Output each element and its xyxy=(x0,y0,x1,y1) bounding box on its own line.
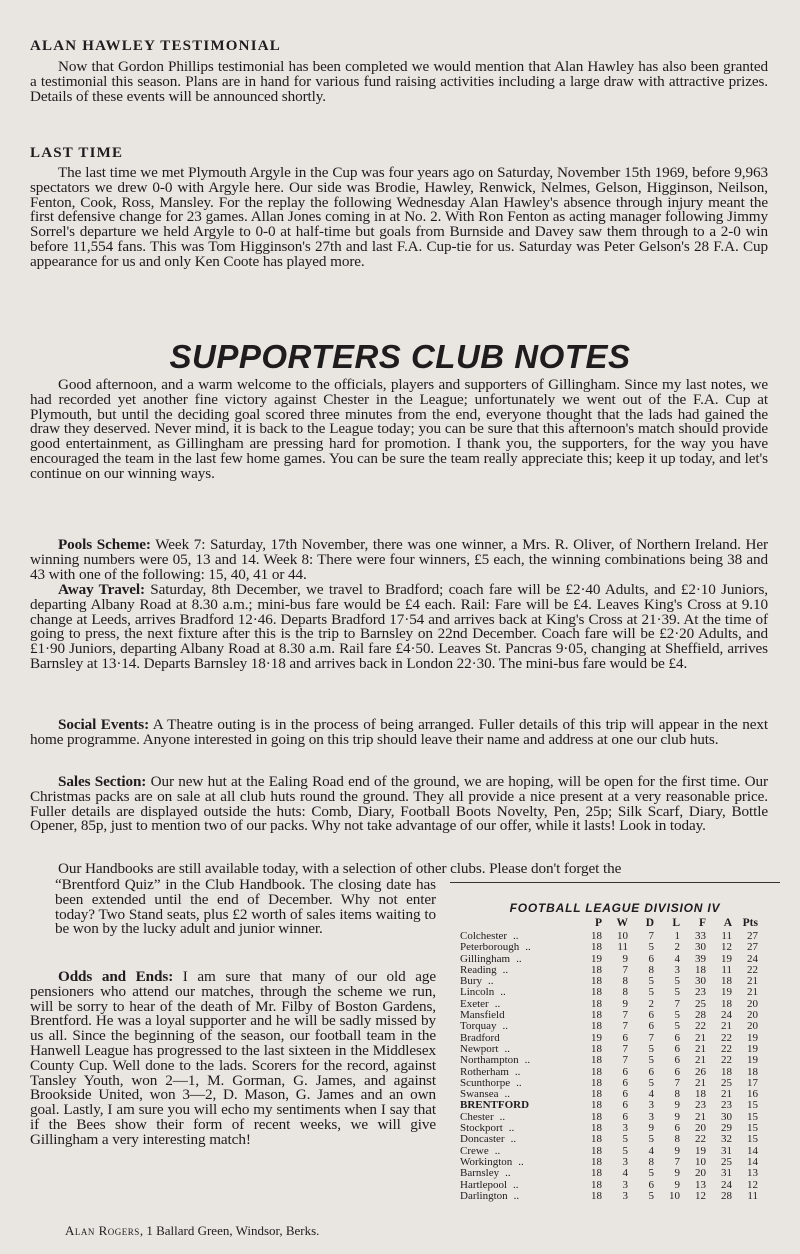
league-table-box xyxy=(450,882,780,1235)
testimonial-heading: ALAN HAWLEY TESTIMONIAL xyxy=(30,38,281,54)
team-name: Exeter xyxy=(460,997,489,1010)
cell-pts: 14 xyxy=(747,1155,758,1168)
cell-pts: 15 xyxy=(747,1133,758,1146)
leader-dots: .. xyxy=(518,1155,524,1168)
league-table xyxy=(460,917,758,1202)
cell-d: 5 xyxy=(648,975,654,988)
cell-pts: 19 xyxy=(747,1042,758,1055)
cell-a: 11 xyxy=(721,963,732,976)
team-name: BRENTFORD xyxy=(460,1099,530,1112)
signature-name: Alan Rogers xyxy=(65,1223,140,1238)
leader-dots: .. xyxy=(513,930,519,942)
cell-a: 24 xyxy=(721,1009,732,1022)
away-travel-paragraph xyxy=(30,583,768,672)
team-name: Scunthorpe xyxy=(460,1076,511,1089)
cell-p: 18 xyxy=(591,1155,602,1168)
cell-a: 18 xyxy=(721,1065,732,1078)
handbooks-wide-line: Our Handbooks are still available today, with a selection of other clubs. Please don't forget the xyxy=(58,860,622,877)
cell-a: 12 xyxy=(721,941,732,954)
cell-d: 4 xyxy=(648,1144,654,1157)
cell-d: 7 xyxy=(648,930,654,942)
cell-l: 7 xyxy=(674,1155,680,1168)
cell-p: 19 xyxy=(591,952,602,965)
cell-a: 21 xyxy=(721,1020,732,1033)
league-table-row xyxy=(460,1021,758,1032)
cell-d: 9 xyxy=(648,1122,654,1135)
team-cell xyxy=(460,1191,576,1202)
cell-p: 18 xyxy=(591,1076,602,1089)
league-table-header xyxy=(460,917,758,931)
team-name: Stockport xyxy=(460,1122,503,1135)
team-name: Rotherham xyxy=(460,1065,509,1078)
last-time-heading: LAST TIME xyxy=(30,145,124,161)
leader-dots: .. xyxy=(505,1167,511,1180)
supporters-intro: Good afternoon, and a warm welcome to the officials, players and supporters of Gillingham. Since my last notes, we had recorded yet another fine victory against Chester in the League; unfortunately we went out of the F.A. Cup at Plymouth, but until the deciding goal scored three minutes from the end, everyone thought that the lads had gained the draw they deserved. Never mind, it is back to the League today; you can be sure that this afternoon's match should provide good entertainment, as Gillingham are pressing hard for promotion. I thank you, the supporters, for the way you have encouraged the team in the last few home games. You can be sure the team really appreciate this; keep it up today, and let's continue on our winning ways. xyxy=(30,376,768,482)
cell-a: 23 xyxy=(721,1099,732,1112)
league-table-row xyxy=(460,1191,758,1202)
cell-p: 18 xyxy=(591,1009,602,1022)
cell-d: 2 xyxy=(648,997,654,1010)
cell-pts: 20 xyxy=(747,1009,758,1022)
cell-pts: 18 xyxy=(747,1065,758,1078)
team-name: Mansfield xyxy=(460,1009,505,1022)
cell-d: 5 xyxy=(648,1076,654,1089)
cell-p: 18 xyxy=(591,1020,602,1033)
cell-l: 3 xyxy=(674,963,680,976)
odds-and-ends-paragraph xyxy=(30,970,436,1148)
cell-d: 4 xyxy=(648,1088,654,1101)
cell-pts: 21 xyxy=(747,975,758,988)
cell-w: 4 xyxy=(622,1167,628,1180)
cell-w: 3 xyxy=(622,1189,628,1202)
team-name: Bradford xyxy=(460,1031,500,1044)
team-name: Swansea xyxy=(460,1088,499,1101)
cell-f: 30 xyxy=(695,975,706,988)
leader-dots: .. xyxy=(514,1065,521,1078)
cell-pts: 15 xyxy=(747,1122,758,1135)
leader-dots: .. xyxy=(513,1178,519,1191)
odds-and-ends-label: Odds and Ends: xyxy=(58,968,174,985)
league-table-title: FOOTBALL LEAGUE DIVISION IV xyxy=(509,901,721,915)
sales-section-text: Our new hut at the Ealing Road end of the ground, we are hoping, will be open for the first time. Our Christmas packs are on sale at all club huts round the ground. They all provide a nice present at a very reasonable price. Fuller details are displayed outside the huts: Comb, Diary, Football Boots Novelty, Pen, 25p; Silk Scarf, Diary, Bottle Opener, 85p, just to mention two of our packs. Why not take advantage of our offer, while it lasts! Look in today. xyxy=(30,773,768,835)
cell-f: 21 xyxy=(695,1054,706,1067)
cell-l: 9 xyxy=(674,1167,680,1180)
cell-d: 8 xyxy=(648,963,654,976)
cell-a: 28 xyxy=(721,1189,732,1202)
cell-p: 18 xyxy=(591,1133,602,1146)
leader-dots: .. xyxy=(499,1110,506,1123)
cell-l: 9 xyxy=(674,1178,680,1191)
leader-dots: .. xyxy=(513,1189,520,1202)
team-name: Workington xyxy=(460,1155,513,1168)
cell-d: 6 xyxy=(648,1065,654,1078)
leader-dots: .. xyxy=(494,997,501,1010)
column-header-p: P xyxy=(594,917,602,930)
handbooks-text: “Brentford Quiz” in the Club Handbook. The closing date has been extended until the end of December. Why not enter today? Two Stand seats, plus £2 worth of sales items waiting to be won by the lucky adult and junior winner. xyxy=(55,876,436,938)
league-table-row xyxy=(460,1134,758,1145)
cell-l: 7 xyxy=(674,997,680,1010)
cell-p: 18 xyxy=(591,1122,602,1135)
cell-f: 21 xyxy=(695,1031,706,1044)
cell-l: 2 xyxy=(674,941,680,954)
leader-dots: .. xyxy=(508,1122,515,1135)
cell-w: 3 xyxy=(622,1178,628,1191)
cell-d: 5 xyxy=(648,1167,654,1180)
team-name: Peterborough xyxy=(460,941,520,954)
pools-scheme-paragraph xyxy=(30,538,768,582)
cell-p: 18 xyxy=(591,1065,602,1078)
team-name: Bury xyxy=(460,975,482,988)
cell-f: 22 xyxy=(695,1133,706,1146)
cell-f: 18 xyxy=(695,1088,706,1101)
cell-w: 9 xyxy=(622,952,628,965)
cell-w: 7 xyxy=(622,963,628,976)
column-header-f: F xyxy=(698,917,706,930)
cell-pts: 16 xyxy=(747,1088,758,1101)
cell-a: 24 xyxy=(721,1178,732,1191)
cell-l: 1 xyxy=(674,930,680,942)
cell-l: 6 xyxy=(674,1065,680,1078)
cell-f: 20 xyxy=(695,1167,706,1180)
cell-f: 18 xyxy=(695,963,706,976)
cell-f: 13 xyxy=(695,1178,706,1191)
cell-l: 5 xyxy=(674,986,680,999)
cell-f: 12 xyxy=(695,1189,706,1202)
sales-section-label: Sales Section: xyxy=(58,773,147,790)
cell-f: 10 xyxy=(695,1155,706,1168)
cell-a: 18 xyxy=(721,997,732,1010)
cell-a: 31 xyxy=(721,1144,732,1157)
leader-dots: .. xyxy=(488,975,494,988)
cell-pts: 14 xyxy=(747,1144,758,1157)
cell-p: 18 xyxy=(591,1189,602,1202)
cell-l: 5 xyxy=(674,1020,680,1033)
cell-p: 18 xyxy=(591,1042,602,1055)
cell-pts: 20 xyxy=(747,997,758,1010)
team-name: Gillingham xyxy=(460,952,511,965)
cell-a: 25 xyxy=(721,1076,732,1089)
cell-f: 25 xyxy=(695,997,706,1010)
cell-pts: 21 xyxy=(747,986,758,999)
leader-dots: .. xyxy=(504,1088,510,1101)
cell-p: 18 xyxy=(591,930,602,942)
social-events-text: A Theatre outing is in the process of being arranged. Fuller details of this trip will appear in the next home programme. Anyone interested in going on this trip should leave their name and address at one our club huts. xyxy=(30,716,768,748)
cell-w: 5 xyxy=(622,1144,628,1157)
cell-p: 18 xyxy=(591,1099,602,1112)
cell-w: 6 xyxy=(622,1076,628,1089)
cell-w: 6 xyxy=(622,1088,628,1101)
cell-pts: 17 xyxy=(747,1076,758,1089)
cell-a: 11 xyxy=(721,930,732,942)
cell-l: 7 xyxy=(674,1076,680,1089)
cell-a: 19 xyxy=(721,986,732,999)
column-header-w: W xyxy=(616,917,628,930)
cell-w: 3 xyxy=(622,1122,628,1135)
cell-w: 6 xyxy=(622,1031,628,1044)
cell-l: 9 xyxy=(674,1144,680,1157)
cell-w: 5 xyxy=(622,1133,628,1146)
odds-and-ends-text: I am sure that many of our old age pensioners who attend our matches, through the scheme we run, will be sorry to hear of the death of Mr. Filby of Boston Gardens, Brentford. He was a loyal supporter and he will be sadly missed by us all. Since the beginning of the season, our football team in the Hanwell League has progressed to the last sixteen in the Middlesex County Cup. Well done to the lads. Scorers for the record, against Tansley Youth, won 2—1, M. Gorman, G. James, and against Brookside United, won 3—2, D. Mason, G. James and an own goal. Lastly, I am sure you will echo my sentiments when I say that if the Bees show their form of recent weeks, we will give Gillingham a very interesting match! xyxy=(30,968,436,1148)
league-table-row xyxy=(460,1112,758,1123)
cell-pts: 22 xyxy=(747,963,758,976)
cell-p: 18 xyxy=(591,1178,602,1191)
cell-p: 18 xyxy=(591,997,602,1010)
league-table-row xyxy=(460,965,758,976)
cell-p: 18 xyxy=(591,1054,602,1067)
leader-dots: .. xyxy=(516,952,522,965)
cell-d: 5 xyxy=(648,1042,654,1055)
cell-f: 19 xyxy=(695,1144,706,1157)
cell-l: 10 xyxy=(669,1189,680,1202)
cell-w: 8 xyxy=(622,975,628,988)
team-name: Barnsley xyxy=(460,1167,500,1180)
cell-w: 11 xyxy=(617,941,628,954)
cell-l: 9 xyxy=(674,1110,680,1123)
cell-a: 32 xyxy=(721,1133,732,1146)
cell-f: 20 xyxy=(695,1122,706,1135)
last-time-text: The last time we met Plymouth Argyle in the Cup was four years ago on Saturday, November 15th 1969, before 9,963 spectators we drew 0-0 with Argyle here. Our side was Brodie, Hawley, Renwick, Nelmes, Gelson, Higginson, Neilson, Fenton, Cook, Ross, Mansley. For the replay the following Wednesday Alan Hawley's absence through injury meant the first defensive change for 23 games. Allan Jones coming in at No. 2. With Ron Fenton as acting manager following Jimmy Sorrel's departure we held Argyle to 0-0 at half-time but goals from Burnside and Davey saw them through to a 2-0 win before 11,554 fans. This was Tom Higginson's 27th and last F.A. Cup-tie for us. Saturday was Peter Gelson's 28 F.A. Cup appearance for us and only Ken Coote has played more. xyxy=(30,164,768,270)
cell-w: 3 xyxy=(622,1155,628,1168)
cell-pts: 20 xyxy=(747,1020,758,1033)
leader-dots: .. xyxy=(502,963,509,976)
cell-p: 18 xyxy=(591,1088,602,1101)
cell-p: 18 xyxy=(591,941,602,954)
cell-f: 33 xyxy=(695,930,706,942)
cell-d: 6 xyxy=(648,1009,654,1022)
signature-address: , 1 Ballard Green, Windsor, Berks. xyxy=(139,1223,320,1238)
cell-w: 6 xyxy=(622,1099,628,1112)
leader-dots: .. xyxy=(524,1054,531,1067)
cell-a: 22 xyxy=(721,1031,732,1044)
cell-l: 5 xyxy=(674,975,680,988)
cell-d: 5 xyxy=(648,1133,654,1146)
cell-p: 18 xyxy=(591,963,602,976)
cell-pts: 27 xyxy=(747,941,758,954)
cell-a: 31 xyxy=(721,1167,732,1180)
leader-dots: .. xyxy=(516,1076,522,1089)
cell-w: 10 xyxy=(617,930,628,942)
leader-dots: .. xyxy=(494,1144,501,1157)
column-header-pts: Pts xyxy=(742,917,758,930)
cell-w: 9 xyxy=(622,997,628,1010)
team-name: Hartlepool xyxy=(460,1178,508,1191)
cell-l: 8 xyxy=(674,1088,680,1101)
team-name: Crewe xyxy=(460,1144,489,1157)
cell-f: 28 xyxy=(695,1009,706,1022)
cell-l: 6 xyxy=(674,1042,680,1055)
cell-f: 21 xyxy=(695,1076,706,1089)
cell-p: 18 xyxy=(591,1167,602,1180)
cell-l: 6 xyxy=(674,1122,680,1135)
cell-a: 19 xyxy=(721,952,732,965)
cell-pts: 13 xyxy=(747,1167,758,1180)
supporters-club-title: SUPPORTERS CLUB NOTES xyxy=(169,338,631,375)
cell-p: 18 xyxy=(591,1144,602,1157)
team-name: Colchester xyxy=(460,930,508,942)
team-name: Doncaster xyxy=(460,1133,505,1146)
league-table-body xyxy=(460,931,758,1202)
cell-w: 8 xyxy=(622,986,628,999)
cell-pts: 15 xyxy=(747,1099,758,1112)
leader-dots: .. xyxy=(510,1133,517,1146)
cell-f: 23 xyxy=(695,1099,706,1112)
column-header-l: L xyxy=(672,917,680,930)
cell-a: 21 xyxy=(721,1088,732,1101)
cell-l: 6 xyxy=(674,1031,680,1044)
cell-a: 29 xyxy=(721,1122,732,1135)
column-header-d: D xyxy=(645,917,654,930)
team-name: Lincoln xyxy=(460,986,495,999)
cell-f: 21 xyxy=(695,1042,706,1055)
cell-l: 6 xyxy=(674,1054,680,1067)
testimonial-text: Now that Gordon Phillips testimonial has been completed we would mention that Alan Hawley has also been granted a testimonial this season. Plans are in hand for various fund raising activities including a large draw with attractive prizes. Details of these events will be announced shortly. xyxy=(30,58,768,105)
cell-f: 30 xyxy=(695,941,706,954)
cell-f: 23 xyxy=(695,986,706,999)
cell-d: 5 xyxy=(648,1054,654,1067)
team-name: Northampton xyxy=(460,1054,519,1067)
cell-l: 8 xyxy=(674,1133,680,1146)
cell-d: 6 xyxy=(648,952,654,965)
cell-d: 6 xyxy=(648,1020,654,1033)
leader-dots: .. xyxy=(500,986,506,999)
cell-p: 18 xyxy=(591,1110,602,1123)
cell-l: 5 xyxy=(674,1009,680,1022)
cell-pts: 27 xyxy=(747,930,758,942)
cell-pts: 12 xyxy=(747,1178,758,1191)
cell-pts: 24 xyxy=(747,952,758,965)
signature xyxy=(65,1223,319,1239)
leader-dots: .. xyxy=(502,1020,508,1033)
away-travel-label: Away Travel: xyxy=(58,581,145,598)
cell-w: 6 xyxy=(622,1110,628,1123)
cell-a: 30 xyxy=(721,1110,732,1123)
cell-p: 19 xyxy=(591,1031,602,1044)
cell-f: 26 xyxy=(695,1065,706,1078)
cell-f: 39 xyxy=(695,952,706,965)
cell-w: 7 xyxy=(622,1020,628,1033)
sales-section-paragraph xyxy=(30,775,768,834)
cell-d: 5 xyxy=(648,941,654,954)
pools-scheme-label: Pools Scheme: xyxy=(58,536,151,553)
cell-d: 5 xyxy=(648,1189,654,1202)
cell-l: 9 xyxy=(674,1099,680,1112)
cell-pts: 19 xyxy=(747,1054,758,1067)
team-name: Torquay xyxy=(460,1020,497,1033)
team-name: Chester xyxy=(460,1110,494,1123)
cell-w: 7 xyxy=(622,1009,628,1022)
leader-dots: .. xyxy=(504,1042,510,1055)
cell-p: 18 xyxy=(591,975,602,988)
cell-w: 7 xyxy=(622,1042,628,1055)
cell-a: 25 xyxy=(721,1155,732,1168)
social-events-label: Social Events: xyxy=(58,716,150,733)
team-name: Reading xyxy=(460,963,497,976)
away-travel-text: Saturday, 8th December, we travel to Bradford; coach fare will be £2·40 Adults, and £2·10 Juniors, departing Albany Road at 8.30 a.m.; mini-bus fare would be £4 each. Rail: Fare will be £4. Leaves King's Cross at 9.10 change at Leeds, arrives Bradford 12·46. Departs Bradford 17·54 and arrives back at King's Cross at 21·39. At the time of going to press, the next fixture after this is the trip to Barnsley on 22nd December. Coach fare will be £2·20 Adults, and £1·90 Juniors, departing Albany Road at 8.30 a.m. Rail fare £4·50. Leaves St. Pancras 9·05, changing at Sheffield, arrives Barnsley at 13·14. Departs Barnsley 18·18 and arrives back in London 22·30. The mini-bus fare would be £4. xyxy=(30,581,768,672)
cell-pts: 19 xyxy=(747,1031,758,1044)
cell-a: 18 xyxy=(721,975,732,988)
leader-dots: .. xyxy=(525,941,531,954)
cell-pts: 11 xyxy=(747,1189,758,1202)
social-events-paragraph xyxy=(30,718,768,748)
cell-d: 6 xyxy=(648,1178,654,1191)
cell-d: 8 xyxy=(648,1155,654,1168)
cell-d: 3 xyxy=(648,1099,654,1112)
cell-w: 7 xyxy=(622,1054,628,1067)
pools-scheme-text: Week 7: Saturday, 17th November, there was one winner, a Mrs. R. Oliver, of Northern Ireland. Her winning numbers were 05, 13 and 14. Week 8: There were four winners, £5 each, the winning combinations being 38 and 43 with one of the following: 15, 40, 41 or 44. xyxy=(30,536,768,583)
cell-w: 6 xyxy=(622,1065,628,1078)
cell-d: 5 xyxy=(648,986,654,999)
cell-pts: 15 xyxy=(747,1110,758,1123)
cell-f: 21 xyxy=(695,1110,706,1123)
cell-d: 7 xyxy=(648,1031,654,1044)
cell-d: 3 xyxy=(648,1110,654,1123)
team-name: Newport xyxy=(460,1042,499,1055)
cell-p: 18 xyxy=(591,986,602,999)
team-column-header xyxy=(460,917,576,931)
league-table-row xyxy=(460,987,758,998)
cell-l: 4 xyxy=(674,952,680,965)
team-name: Darlington xyxy=(460,1189,508,1202)
column-header-a: A xyxy=(723,917,732,930)
cell-f: 22 xyxy=(695,1020,706,1033)
cell-a: 22 xyxy=(721,1054,732,1067)
cell-a: 22 xyxy=(721,1042,732,1055)
